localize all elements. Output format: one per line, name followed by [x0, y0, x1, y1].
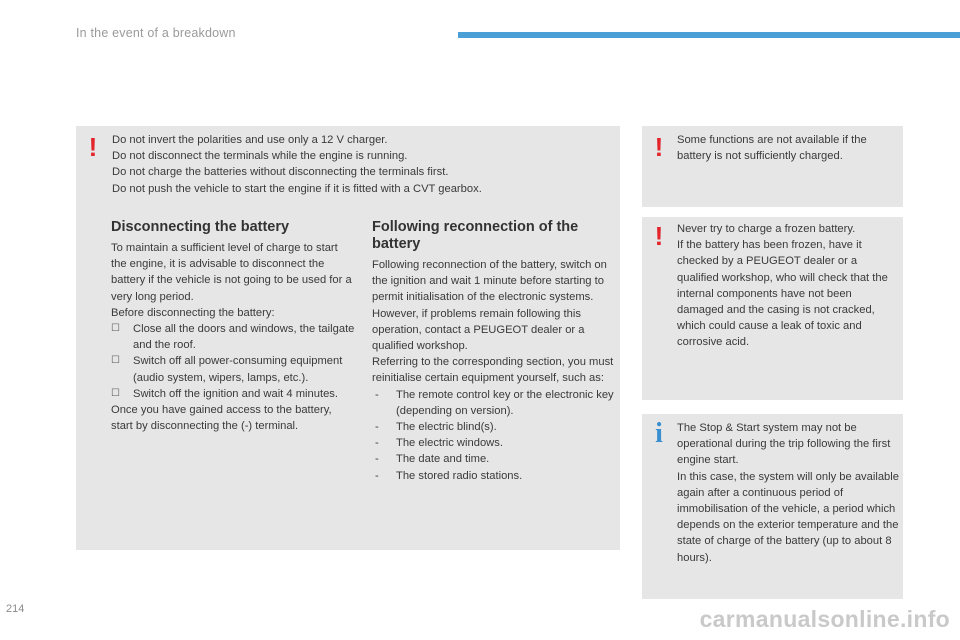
disconnecting-before: Before disconnecting the battery:	[111, 306, 275, 319]
disconnecting-outro: Once you have gained access to the battery, start by disconnecting the (-) terminal.	[111, 404, 332, 433]
dash-bullet: -	[375, 453, 379, 466]
warning-line: Do not push the vehicle to start the engine if it is fitted with a CVT gearbox.	[112, 182, 482, 195]
side-note-line: The Stop & Start system may not be operational during the trip following the first engine start.	[677, 422, 891, 467]
list-item-text: The date and time.	[396, 453, 490, 466]
side-note-line: In this case, the system will only be available again after a continuous period of immobilisation of the vehicle, a period which depends on the exterior temperature and the state of charge of the battery (up to about 8 hours).	[677, 470, 899, 564]
list-item-text: Close all the doors and windows, the tailgate and the roof.	[133, 323, 355, 352]
watermark: carmanualsonline.info	[699, 606, 950, 632]
side-note-text	[677, 221, 901, 351]
page-number: 214	[6, 603, 25, 615]
header-accent-bar	[458, 32, 960, 38]
list-item-text: The electric blind(s).	[396, 421, 497, 434]
list-item-text: Switch off the ignition and wait 4 minutes.	[133, 387, 339, 400]
list-item	[111, 386, 356, 402]
dash-bullet: -	[375, 421, 379, 434]
exclamation-warning-icon: !	[654, 132, 664, 162]
disconnecting-section	[111, 240, 356, 434]
exclamation-warning-icon: !	[88, 132, 98, 162]
info-icon: i	[655, 418, 663, 449]
list-item	[372, 451, 620, 467]
list-item-text: The electric windows.	[396, 437, 503, 450]
dash-bullet: -	[375, 388, 379, 401]
dash-bullet: -	[375, 437, 379, 450]
list-item-text: The remote control key or the electronic key (depending on version).	[396, 388, 614, 417]
list-item	[111, 353, 356, 385]
list-item-text: Switch off all power-consuming equipment (audio system, wipers, lamps, etc.).	[133, 355, 343, 384]
side-note-text: Some functions are not available if the battery is not sufficiently charged.	[677, 134, 867, 163]
list-item	[372, 468, 620, 484]
reconnection-paragraph: Following reconnection of the battery, switch on the ignition and wait 1 minute before starting to permit initialisation of the electronic systems.	[372, 259, 607, 304]
list-item-text: The stored radio stations.	[396, 469, 523, 482]
list-item	[372, 435, 620, 451]
dash-bullet: -	[375, 469, 379, 482]
side-note-line: If the battery has been frozen, have it checked by a PEUGEOT dealer or a qualified workshop, who will check that the internal components have not been damaged and the casing is not cracked, which could cause a leak of toxic and corrosive acid.	[677, 239, 888, 349]
list-item	[372, 419, 620, 435]
reconnection-heading: Following reconnection of the battery	[372, 219, 579, 252]
reconnection-section	[372, 257, 620, 484]
exclamation-warning-icon: !	[654, 221, 664, 251]
checkbox-bullet-icon: ☐	[111, 355, 120, 367]
section-title: In the event of a breakdown	[76, 26, 236, 40]
reconnection-paragraph: However, if problems remain following this operation, contact a PEUGEOT dealer or a qualified workshop.	[372, 307, 585, 353]
list-item	[372, 387, 620, 419]
disconnecting-intro: To maintain a sufficient level of charge to start the engine, it is advisable to disconnect the battery if the vehicle is not going to be used for a very long period.	[111, 242, 352, 303]
warning-line: Do not charge the batteries without disconnecting the terminals first.	[112, 166, 449, 179]
warning-line: Do not invert the polarities and use only a 12 V charger.	[112, 134, 388, 146]
list-item	[111, 321, 356, 353]
warning-line: Do not disconnect the terminals while the engine is running.	[112, 150, 408, 163]
checkbox-bullet-icon: ☐	[111, 387, 120, 399]
checkbox-bullet-icon: ☐	[111, 323, 120, 335]
side-note-text	[677, 420, 901, 566]
warning-box	[112, 132, 612, 197]
disconnecting-heading: Disconnecting the battery	[111, 219, 290, 235]
reconnection-paragraph: Referring to the corresponding section, you must reinitialise certain equipment yourself, such as:	[372, 356, 614, 385]
side-note-line: Never try to charge a frozen battery.	[677, 223, 856, 235]
